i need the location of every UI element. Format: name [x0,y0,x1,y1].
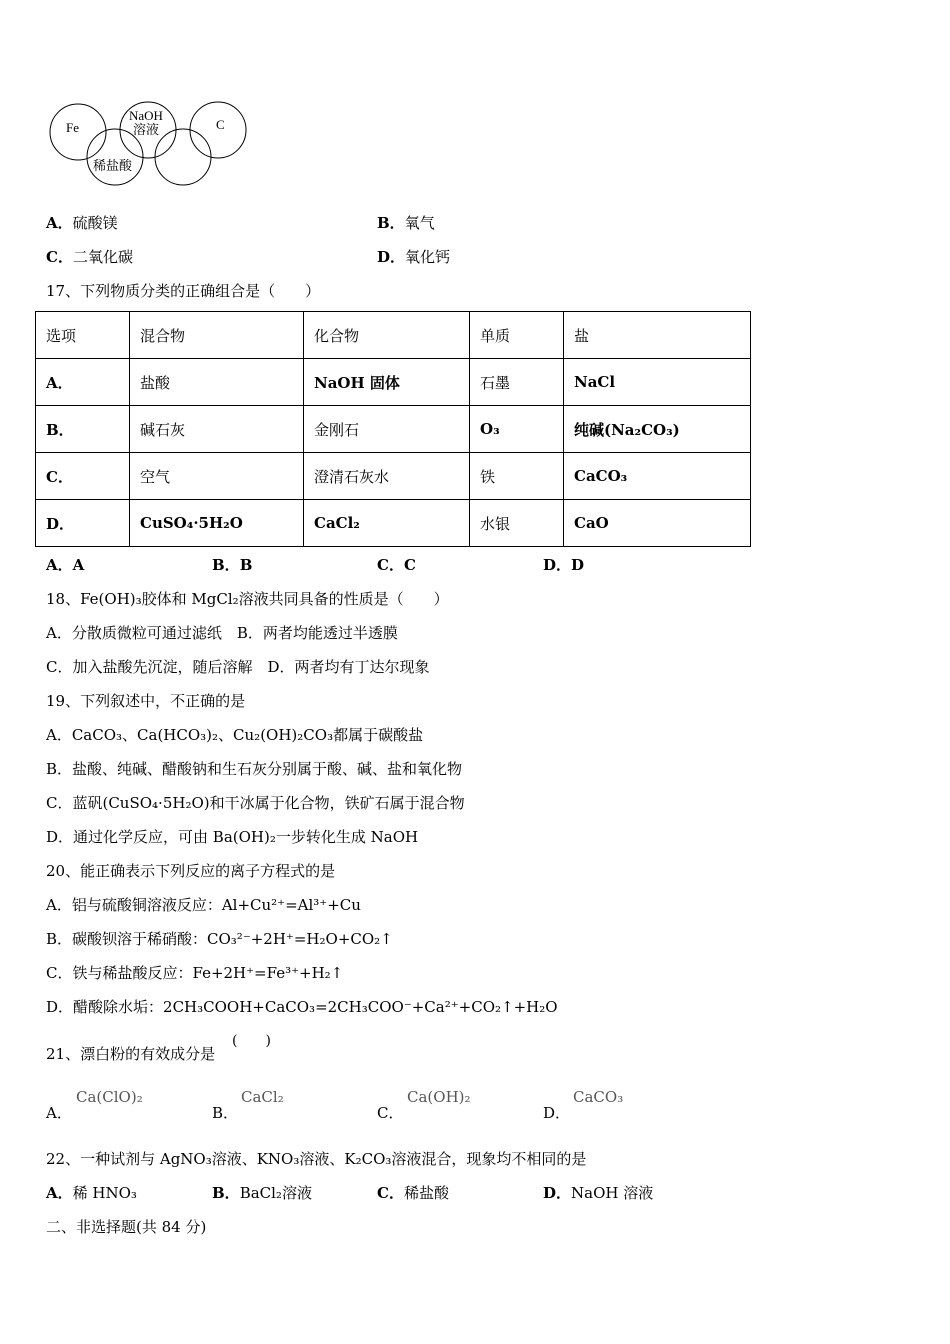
q21-option-a-formula: Ca(ClO)₂ [76,1088,143,1106]
table-cell: 铁 [470,453,564,500]
header-salt: 盐 [564,312,751,359]
label-hcl: 稀盐酸 [93,159,133,174]
table-header-row [36,312,751,359]
table-cell: NaCl [564,359,751,406]
table-cell: NaOH 固体 [304,359,470,406]
table-cell: 石墨 [470,359,564,406]
classification-table [35,311,751,547]
q17-option-a: A．A [46,556,85,574]
table-cell: 碱石灰 [130,406,304,453]
table-cell: 盐酸 [130,359,304,406]
q21-option-d-formula: CaCO₃ [573,1088,624,1106]
header-mixture: 混合物 [130,312,304,359]
table-cell: CuSO₄·5H₂O [130,500,304,547]
table-cell: D． [36,500,130,547]
table-cell: C． [36,453,130,500]
q19-option-b: B．盐酸、纯碱、醋酸钠和生石灰分别属于酸、碱、盐和氧化物 [46,760,463,778]
table-cell: CaO [564,500,751,547]
q20-option-b: B．碳酸钡溶于稀硝酸：CO₃²⁻+2H⁺=H₂O+CO₂↑ [46,930,393,948]
label-naoh: NaOH [129,108,163,123]
q16-option-a: A．硫酸镁 [46,214,118,232]
q19-option-a: A．CaCO₃、Ca(HCO₃)₂、Cu₂(OH)₂CO₃都属于碳酸盐 [46,726,424,744]
header-compound: 化合物 [304,312,470,359]
section-heading-nonchoice: 二、非选择题(共 84 分) [46,1218,207,1236]
q16-option-c: C．二氧化碳 [46,248,133,266]
table-cell: 金刚石 [304,406,470,453]
table-row [36,406,751,453]
q17-option-d: D．D [543,556,585,574]
reaction-diagram [40,95,260,195]
q20-option-a: A．铝与硫酸铜溶液反应：Al+Cu²⁺=Al³⁺+Cu [46,896,361,914]
q22-option-a: A．稀 HNO₃ [46,1184,137,1202]
q20-option-d: D．醋酸除水垢：2CH₃COOH+CaCO₃=2CH₃COO⁻+Ca²⁺+CO₂↑+H₂O [46,998,558,1016]
q21-option-d-letter: D． [543,1104,571,1122]
q18-options-line2: C．加入盐酸先沉淀，随后溶解 D．两者均有丁达尔现象 [46,658,430,676]
q17-option-c: C．C [377,556,416,574]
q18-options-line1: A．分散质微粒可通过滤纸 B．两者均能透过半透膜 [46,624,398,642]
q22-option-d: D．NaOH 溶液 [543,1184,654,1202]
table-cell: 纯碱(Na₂CO₃) [564,406,751,453]
table-row [36,500,751,547]
ring-unknown [155,129,211,185]
q20-stem: 20、能正确表示下列反应的离子方程式的是 [46,862,336,880]
table-cell: CaCO₃ [564,453,751,500]
q21-option-c-letter: C． [377,1104,404,1122]
label-c: C [216,117,225,132]
table-cell: 空气 [130,453,304,500]
q22-stem: 22、一种试剂与 AgNO₃溶液、KNO₃溶液、K₂CO₃溶液混合，现象均不相同的是 [46,1150,587,1168]
q17-stem: 17、下列物质分类的正确组合是（ ） [46,282,321,300]
label-naoh-solution: 溶液 [133,123,160,138]
table-cell: O₃ [470,406,564,453]
q20-option-c: C．铁与稀盐酸反应：Fe+2H⁺=Fe³⁺+H₂↑ [46,964,344,982]
q16-option-d: D．氧化钙 [377,248,451,266]
label-fe: Fe [66,120,79,135]
table-row [36,453,751,500]
table-cell: B． [36,406,130,453]
q21-option-c-formula: Ca(OH)₂ [407,1088,471,1106]
q19-option-d: D．通过化学反应，可由 Ba(OH)₂一步转化生成 NaOH [46,828,419,846]
q22-option-c: C．稀盐酸 [377,1184,449,1202]
q21-stem: 21、漂白粉的有效成分是 [46,1045,216,1063]
table-cell: CaCl₂ [304,500,470,547]
q21-paren: ( ) [232,1033,271,1049]
q22-option-b: B．BaCl₂溶液 [212,1184,312,1202]
q19-option-c: C．蓝矾(CuSO₄·5H₂O)和干冰属于化合物，铁矿石属于混合物 [46,794,465,812]
table-cell: 澄清石灰水 [304,453,470,500]
q16-option-b: B．氧气 [377,214,435,232]
table-cell: 水银 [470,500,564,547]
q18-stem: 18、Fe(OH)₃胶体和 MgCl₂溶液共同具备的性质是（ ） [46,590,449,608]
header-element: 单质 [470,312,564,359]
q21-option-b-letter: B． [212,1104,239,1122]
table-cell: A． [36,359,130,406]
q21-option-a-letter: A． [46,1104,72,1122]
table-row [36,359,751,406]
q19-stem: 19、下列叙述中，不正确的是 [46,692,246,710]
header-option: 选项 [36,312,130,359]
q21-option-b-formula: CaCl₂ [241,1088,284,1106]
q17-option-b: B．B [212,556,253,574]
